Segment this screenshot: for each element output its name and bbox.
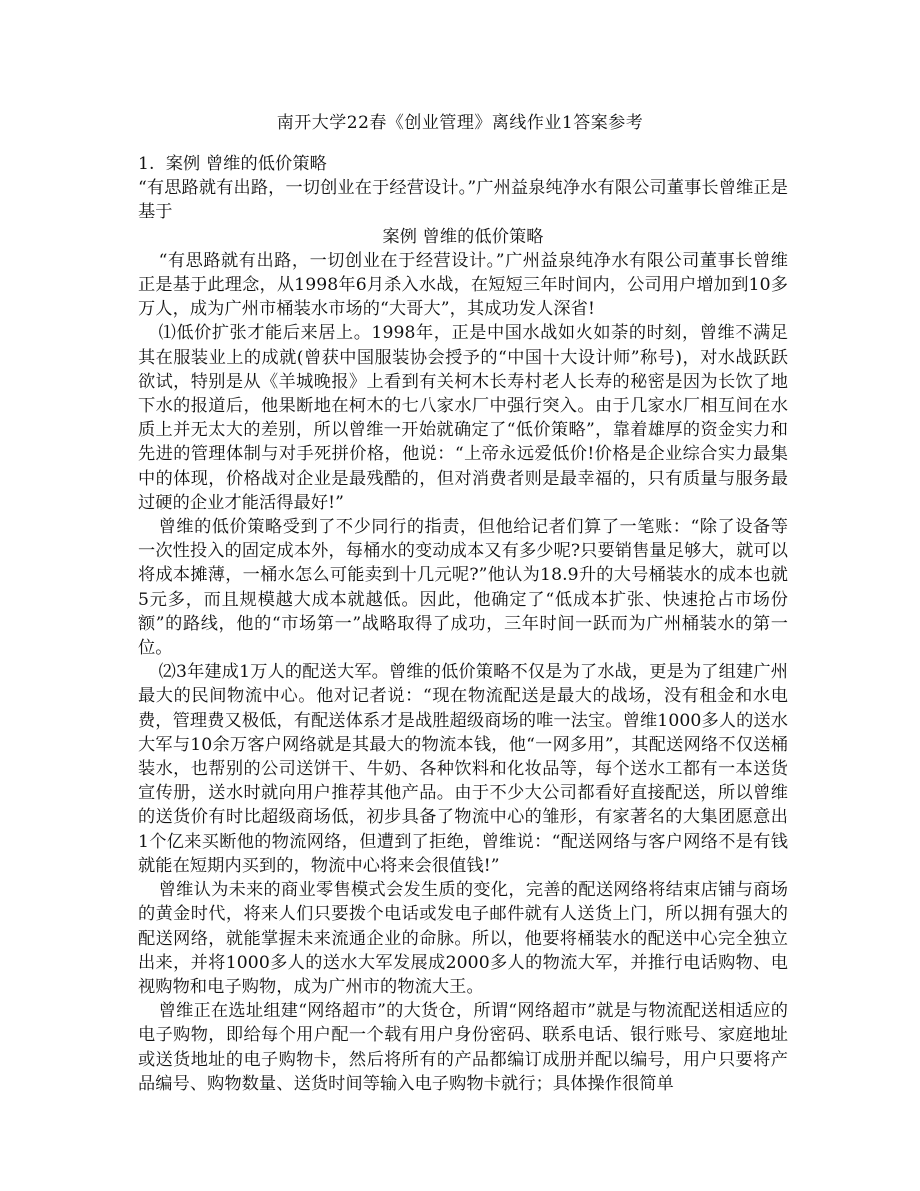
- question-number: 1.: [138, 154, 155, 174]
- question-lead: “有思路就有出路，一切创业在于经营设计。”广州益泉纯净水有限公司董事长曾维正是基于: [138, 178, 788, 223]
- case-title: 案例 曾维的低价策略: [382, 226, 544, 247]
- paragraph: 曾维正在选址组建“网络超市”的大货仓，所谓“网络超市”就是与物流配送相适应的电子购物，即给每个用户配一个载有用户身份密码、联系电话、银行账号、家庭地址或送货地址的电子购物卡，然后将所有的产品都编订成册并配以编号，用户只要将产品编号、购物数量、送货时间等输入电子购物卡就行；具体操作很简单: [138, 1001, 788, 1094]
- document-title: 南开大学22春《创业管理》离线作业1答案参考: [276, 113, 644, 133]
- question-heading: [138, 152, 788, 176]
- paragraph: “有思路就有出路，一切创业在于经营设计。”广州益泉纯净水有限公司董事长曾维正是基于此理念，从1998年6月杀入水战，在短短三年时间内，公司用户增加到10多万人，成为广州市桶装水市场的“大哥大”，其成功发人深省!: [138, 250, 788, 320]
- question-heading-text: 案例 曾维的低价策略: [165, 154, 327, 174]
- paragraph: 曾维认为未来的商业零售模式会发生质的变化，完善的配送网络将结束店铺与商场的黄金时代，将来人们只要拨个电话或发电子邮件就有人送货上门，所以拥有强大的配送网络，就能掌握未来流通企业的命脉。所以，他要将桶装水的配送中心完全独立出来，并将1000多人的送水大军发展成2000多人的物流大军，并推行电话购物、电视购物和电子购物，成为广州市的物流大王。: [138, 880, 788, 997]
- paragraph: ⑵3年建成1万人的配送大军。曾维的低价策略不仅是为了水战，更是为了组建广州最大的民间物流中心。他对记者说：“现在物流配送是最大的战场，没有租金和水电费，管理费又极低，有配送体系才是战胜超级商场的唯一法宝。曾维1000多人的送水大军与10余万客户网络就是其最大的物流本钱，他“一网多用”，其配送网络不仅送桶装水，也帮别的公司送饼干、牛奶、各种饮料和化妆品等，每个送水工都有一本送货宣传册，送水时就向用户推荐其他产品。由于不少大公司都看好直接配送，所以曾维的送货价有时比超级商场低，初步具备了物流中心的雏形，有家著名的大集团愿意出1个亿来买断他的物流网络，但遭到了拒绝，曾维说：“配送网络与客户网络不是有钱就能在短期内买到的，物流中心将来会很值钱!”: [138, 662, 788, 876]
- paragraph: ⑴低价扩张才能后来居上。1998年，正是中国水战如火如荼的时刻，曾维不满足其在服装业上的成就(曾获中国服装协会授予的“中国十大设计师”称号)，对水战跃跃欲试，特别是从《羊城晚报》上看到有关柯木长寿村老人长寿的秘密是因为长饮了地下水的报道后，他果断地在柯木的七八家水厂中强行突入。由于几家水厂相互间在水质上并无太大的差别，所以曾维一开始就确定了“低价策略”，靠着雄厚的资金实力和先进的管理体制与对手死拼价格，他说：“上帝永远爱低价!价格是企业综合实力最集中的体现，价格战对企业是最残酷的，但对消费者则是最幸福的，只有质量与服务最过硬的企业才能活得最好!”: [138, 323, 788, 513]
- paragraph: 曾维的低价策略受到了不少同行的指责，但他给记者们算了一笔账：“除了设备等一次性投入的固定成本外，每桶水的变动成本又有多少呢?只要销售量足够大，就可以将成本摊薄，一桶水怎么可能卖到十几元呢?”他认为18.9升的大号桶装水的成本也就5元多，而且规模越大成本就越低。因此，他确定了“低成本扩张、快速抢占市场份额”的路线，他的“市场第一”战略取得了成功，三年时间一跃而为广州桶装水的第一位。: [138, 517, 788, 659]
- document-body: [138, 152, 788, 1096]
